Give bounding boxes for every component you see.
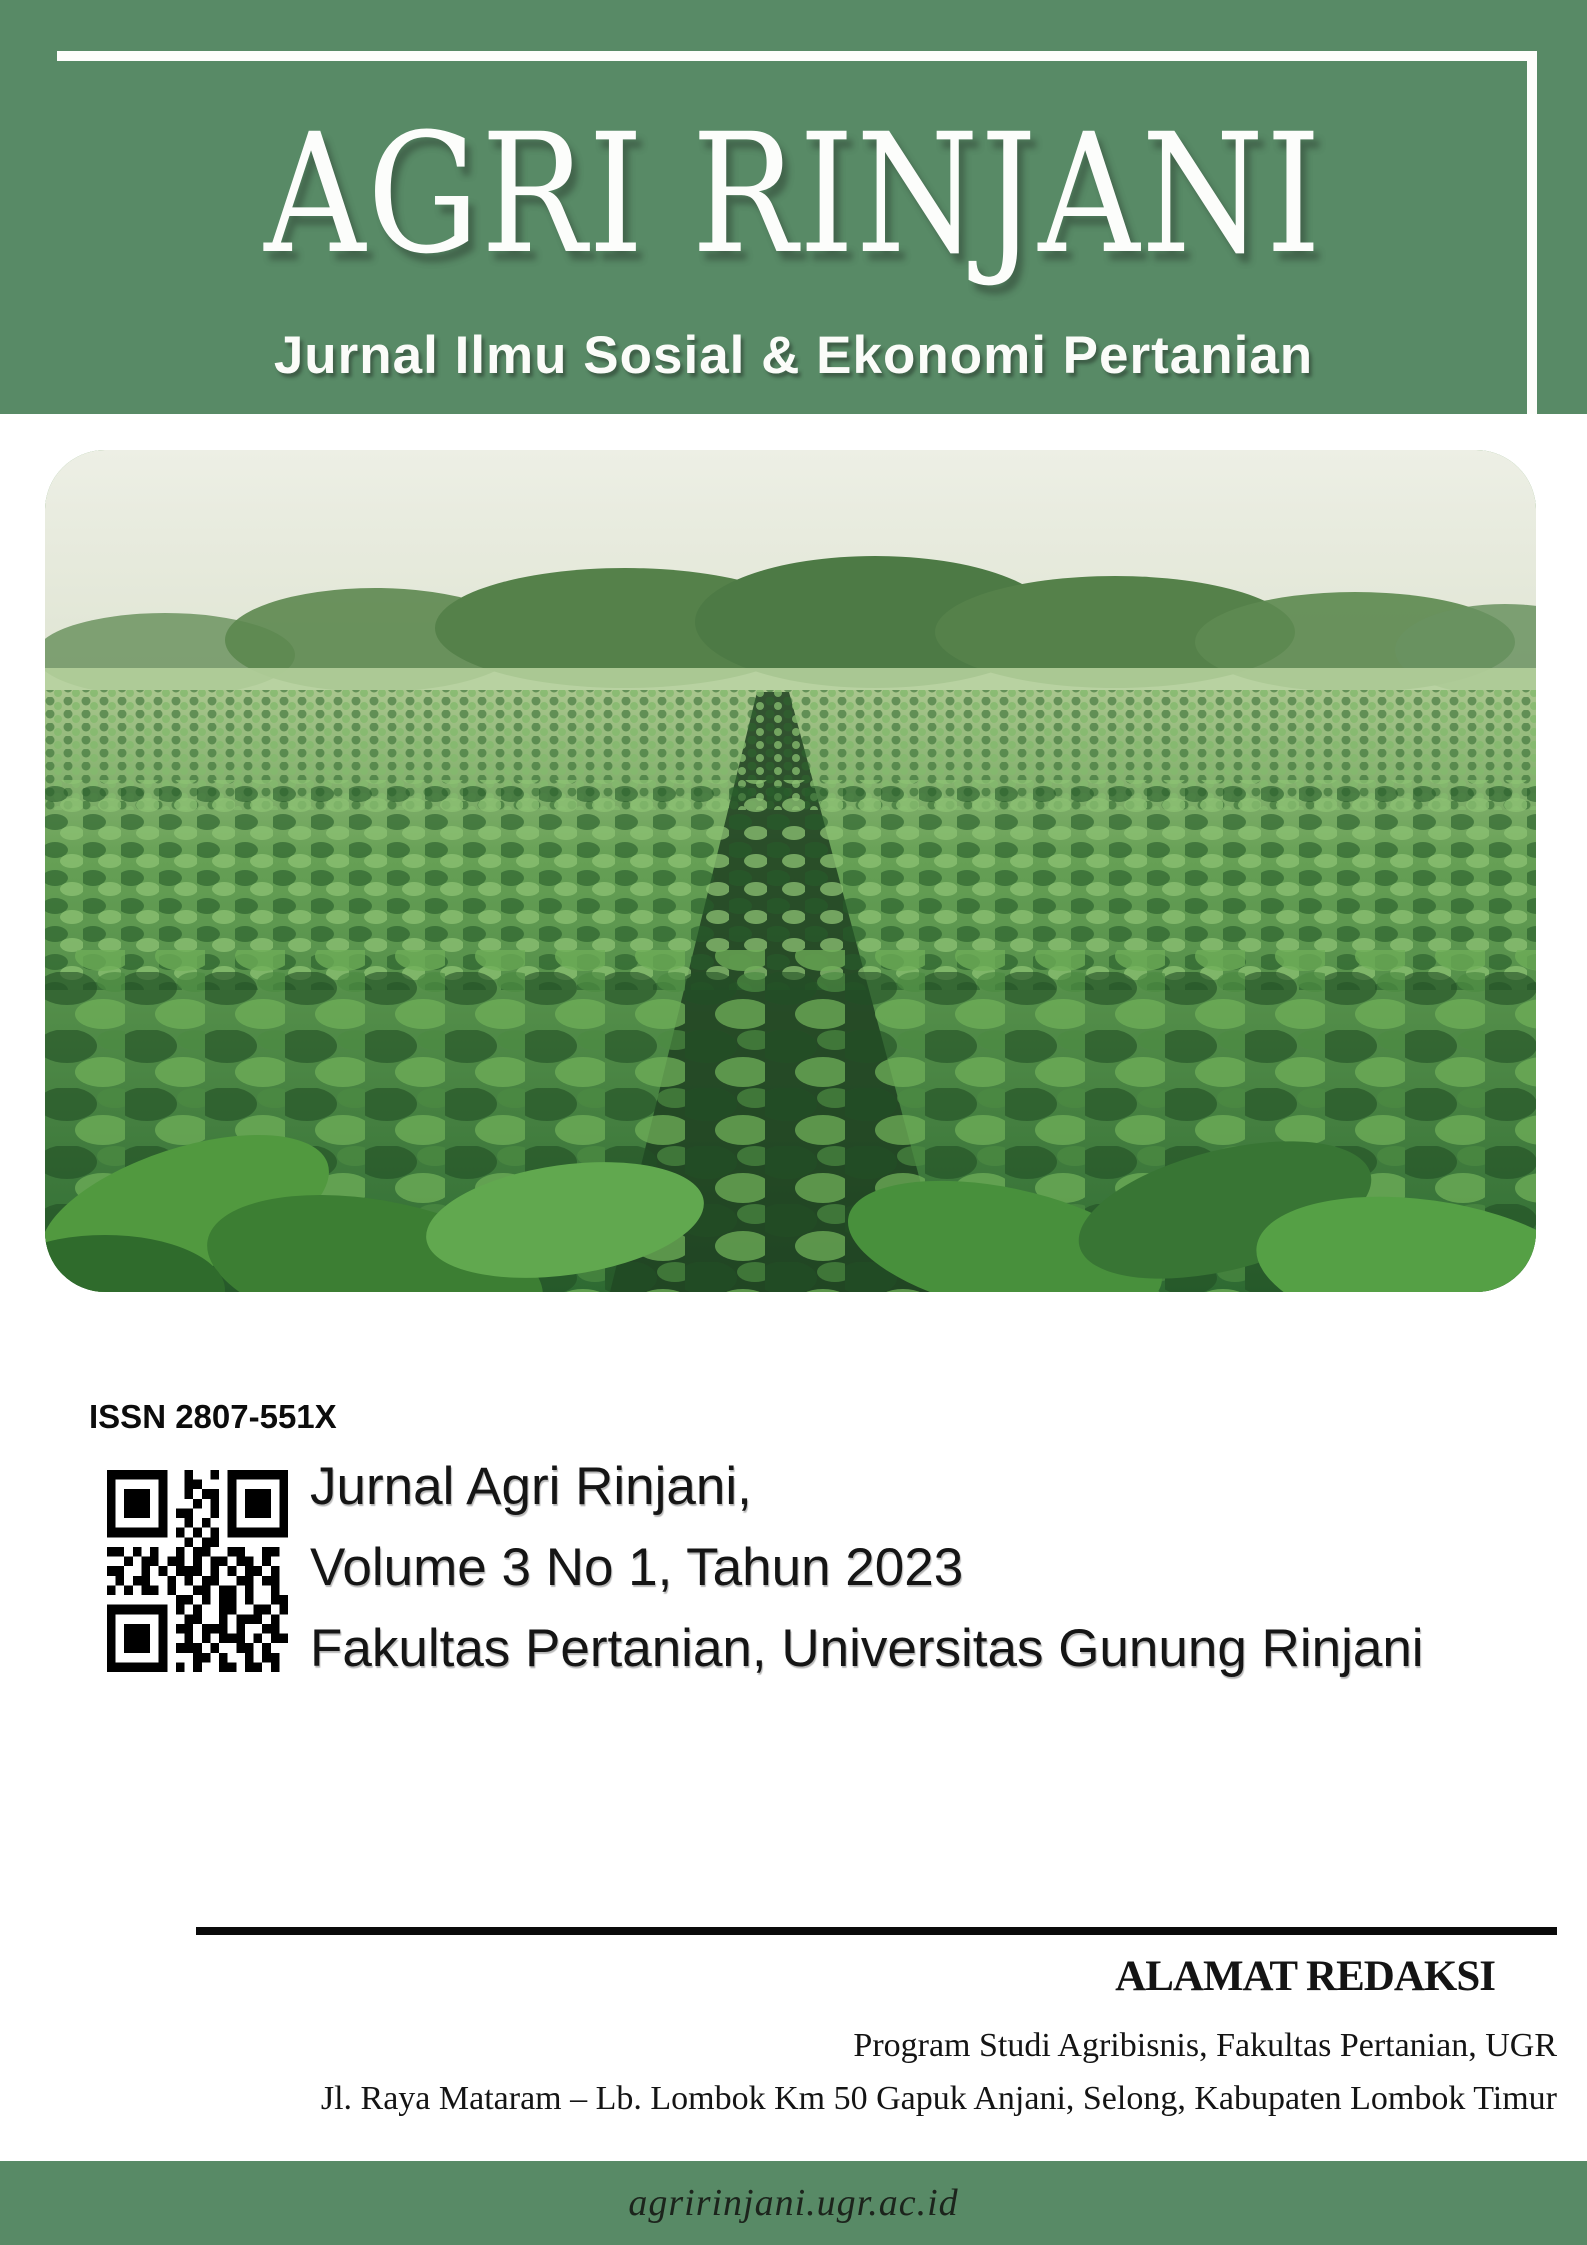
cover-photo-tobacco-field — [45, 450, 1536, 1292]
issue-info-block — [310, 1446, 1550, 1689]
issue-info-line-2: Volume 3 No 1, Tahun 2023 — [310, 1538, 964, 1597]
qr-code — [107, 1470, 288, 1672]
divider-line — [196, 1927, 1557, 1935]
journal-title: AGRI RINJANI — [264, 98, 1323, 290]
journal-subtitle: Jurnal Ilmu Sosial & Ekonomi Pertanian — [273, 326, 1314, 385]
website-url: agririnjani.ugr.ac.id — [628, 2182, 959, 2224]
frame-top-line — [57, 51, 1536, 61]
issue-info-line-3: Fakultas Pertanian, Universitas Gunung Rinjani — [310, 1619, 1424, 1678]
redaksi-line-1: Program Studi Agribisnis, Fakultas Pertanian, UGR — [853, 2027, 1557, 2064]
issue-info-line-1: Jurnal Agri Rinjani, — [310, 1457, 752, 1516]
redaksi-heading: ALAMAT REDAKSI — [1115, 1953, 1495, 2000]
redaksi-block — [157, 1952, 1557, 2125]
footer-bar — [0, 2161, 1587, 2245]
redaksi-line-2: Jl. Raya Mataram – Lb. Lombok Km 50 Gapuk Anjani, Selong, Kabupaten Lombok Timur — [320, 2080, 1557, 2117]
masthead-banner — [0, 0, 1587, 414]
issn-label: ISSN 2807-551X — [89, 1398, 337, 1435]
